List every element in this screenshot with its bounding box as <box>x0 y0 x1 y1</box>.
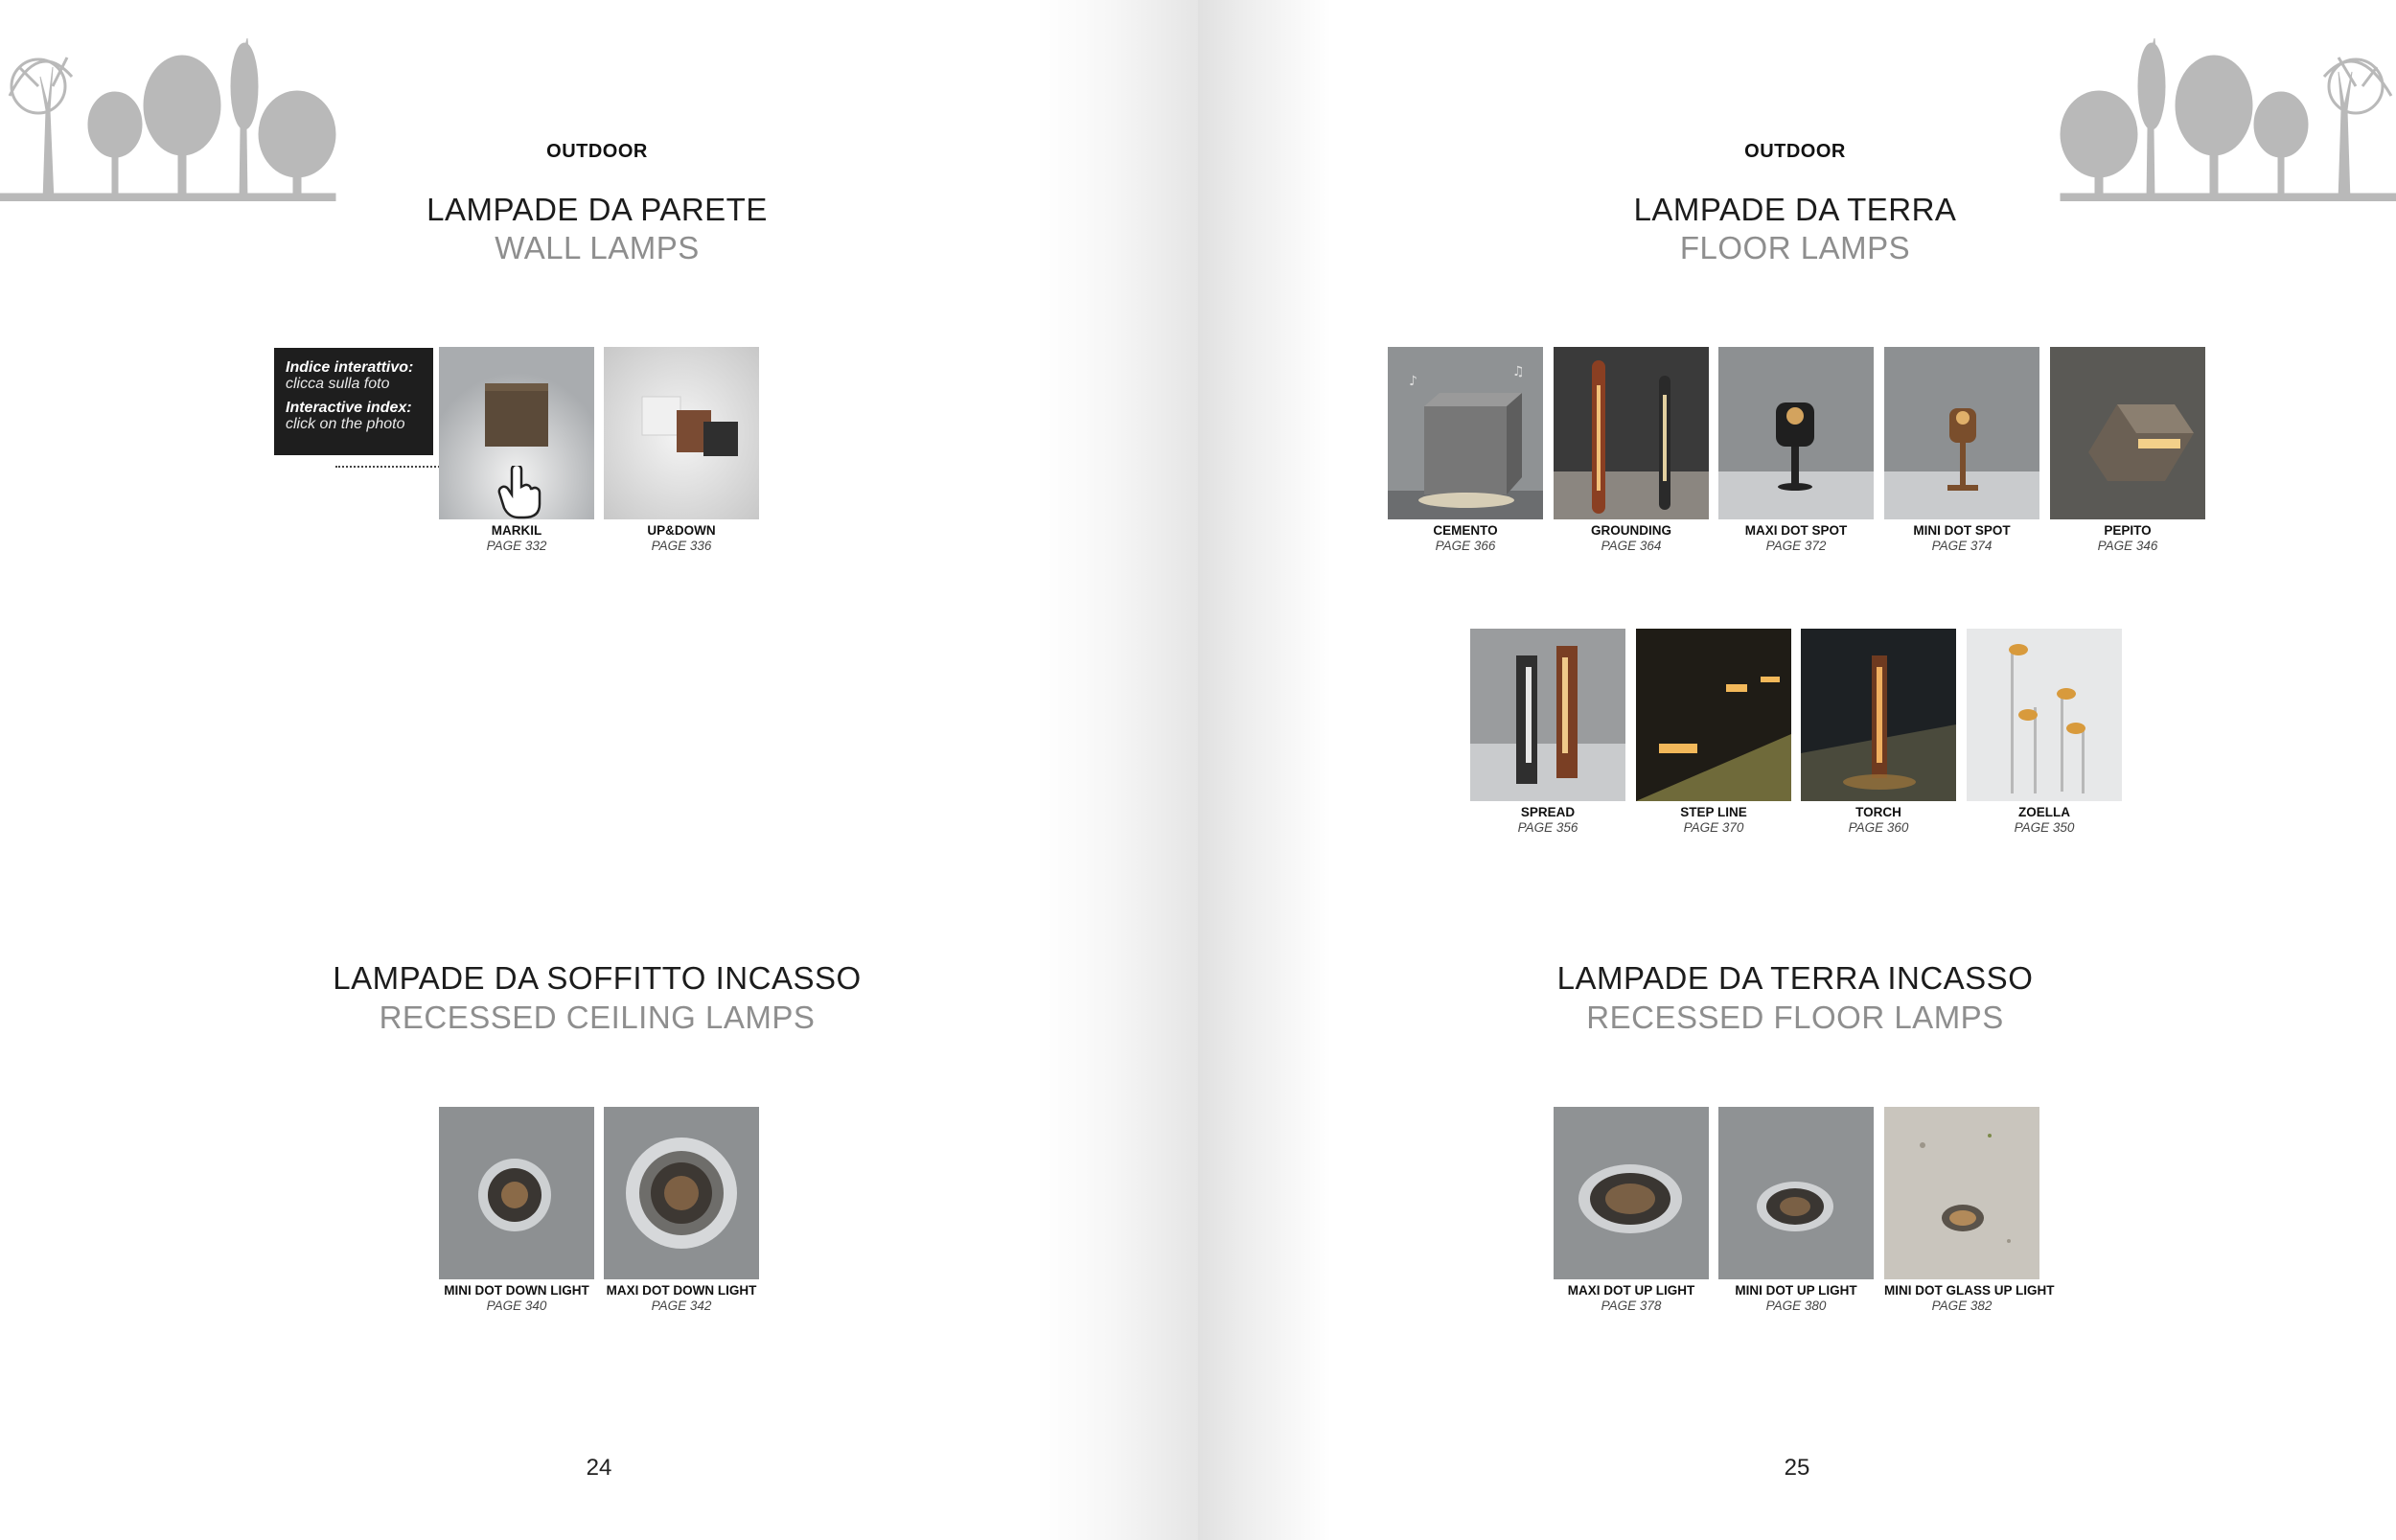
product-mini-dot-spot[interactable] <box>1884 347 2039 554</box>
product-name: MAXI DOT DOWN LIGHT <box>606 1283 757 1298</box>
product-photo[interactable] <box>1884 1107 2039 1279</box>
product-mini-dot-down-light[interactable] <box>439 1107 594 1314</box>
recessed-ceiling-title-en: RECESSED CEILING LAMPS <box>379 1000 816 1035</box>
product-maxi-dot-up-light[interactable] <box>1554 1107 1709 1314</box>
product-photo[interactable] <box>1636 629 1791 801</box>
index-note-en-title: Interactive index: <box>286 400 412 416</box>
page-number: 25 <box>1784 1455 1810 1481</box>
index-note-en-text: click on the photo <box>286 416 405 432</box>
product-page: PAGE 346 <box>2097 539 2158 553</box>
product-name: GROUNDING <box>1591 523 1671 538</box>
product-grounding[interactable] <box>1554 347 1709 554</box>
section-label: OUTDOOR <box>1744 141 1846 162</box>
product-name: MINI DOT SPOT <box>1913 523 2011 538</box>
product-name: STEP LINE <box>1680 805 1747 819</box>
product-page: PAGE 366 <box>1435 539 1496 553</box>
product-photo[interactable] <box>1801 629 1956 801</box>
product-photo[interactable] <box>1884 347 2039 519</box>
floor-lamps-title-it: LAMPADE DA TERRA <box>1633 192 1957 227</box>
section-label: OUTDOOR <box>546 141 648 162</box>
product-page: PAGE 356 <box>1517 820 1578 835</box>
product-name: MAXI DOT SPOT <box>1744 523 1848 538</box>
product-up-and-down[interactable] <box>604 347 759 554</box>
index-note-it-title: Indice interattivo: <box>286 359 414 376</box>
product-page: PAGE 378 <box>1601 1299 1662 1313</box>
product-name: SPREAD <box>1520 805 1576 819</box>
recessed-floor-title-en: RECESSED FLOOR LAMPS <box>1586 1000 2004 1035</box>
product-name: UP&DOWN <box>647 523 716 538</box>
product-name: MINI DOT GLASS UP LIGHT <box>1884 1283 2055 1298</box>
product-maxi-dot-down-light[interactable] <box>604 1107 759 1314</box>
product-photo[interactable] <box>1718 1107 1874 1279</box>
product-name: CEMENTO <box>1433 523 1498 538</box>
wall-lamps-title-it: LAMPADE DA PARETE <box>426 192 768 227</box>
product-name: TORCH <box>1855 805 1901 819</box>
product-photo[interactable] <box>439 1107 594 1279</box>
product-page: PAGE 364 <box>1601 539 1662 553</box>
floor-lamps-title-en: FLOOR LAMPS <box>1679 230 1911 265</box>
product-name: PEPITO <box>2104 523 2152 538</box>
product-photo[interactable] <box>604 1107 759 1279</box>
product-page: PAGE 372 <box>1765 539 1827 553</box>
recessed-floor-title-it: LAMPADE DA TERRA INCASSO <box>1556 960 2034 996</box>
product-spread[interactable] <box>1470 629 1625 836</box>
interactive-index-note <box>274 348 433 455</box>
right-page <box>1198 0 2396 1540</box>
product-cemento[interactable] <box>1388 347 1543 554</box>
product-photo[interactable] <box>1718 347 1874 519</box>
product-name: MINI DOT DOWN LIGHT <box>444 1283 589 1298</box>
trees-illustration-left <box>0 19 345 201</box>
product-markil[interactable] <box>439 347 594 554</box>
product-zoella[interactable] <box>1967 629 2122 836</box>
wall-lamps-title-en: WALL LAMPS <box>495 230 700 265</box>
product-page: PAGE 332 <box>486 539 547 553</box>
product-maxi-dot-spot[interactable] <box>1718 347 1874 554</box>
product-photo[interactable] <box>1554 1107 1709 1279</box>
product-photo[interactable] <box>1470 629 1625 801</box>
svg-text:♫: ♫ <box>1512 364 1525 379</box>
product-page: PAGE 374 <box>1931 539 1993 553</box>
pointing-hand-icon <box>496 466 544 519</box>
recessed-ceiling-title-it: LAMPADE DA SOFFITTO INCASSO <box>333 960 862 996</box>
product-name: ZOELLA <box>2018 805 2070 819</box>
product-name: MAXI DOT UP LIGHT <box>1567 1283 1695 1298</box>
svg-text:♪: ♪ <box>1409 374 1417 389</box>
gutter-shadow <box>1198 0 1332 1540</box>
product-page: PAGE 360 <box>1848 820 1909 835</box>
product-photo[interactable] <box>604 347 759 519</box>
product-page: PAGE 350 <box>2014 820 2075 835</box>
product-name: MARKIL <box>491 523 542 538</box>
gutter-shadow <box>1035 0 1198 1540</box>
product-mini-dot-glass-up-light[interactable] <box>1884 1107 2055 1314</box>
product-photo[interactable] <box>1967 629 2122 801</box>
product-pepito[interactable] <box>2050 347 2205 554</box>
product-name: MINI DOT UP LIGHT <box>1735 1283 1857 1298</box>
product-page: PAGE 340 <box>486 1299 547 1313</box>
product-mini-dot-up-light[interactable] <box>1718 1107 1874 1314</box>
page-number: 24 <box>586 1455 612 1481</box>
product-photo[interactable] <box>1388 347 1543 519</box>
product-page: PAGE 370 <box>1683 820 1744 835</box>
product-page: PAGE 380 <box>1765 1299 1827 1313</box>
index-note-it-text: clicca sulla foto <box>286 376 390 392</box>
product-step-line[interactable] <box>1636 629 1791 836</box>
product-page: PAGE 336 <box>651 539 712 553</box>
product-torch[interactable] <box>1801 629 1956 836</box>
trees-illustration-right <box>2051 19 2396 201</box>
product-page: PAGE 342 <box>651 1299 712 1313</box>
product-photo[interactable] <box>1554 347 1709 519</box>
product-photo[interactable] <box>2050 347 2205 519</box>
product-page: PAGE 382 <box>1931 1299 1993 1313</box>
